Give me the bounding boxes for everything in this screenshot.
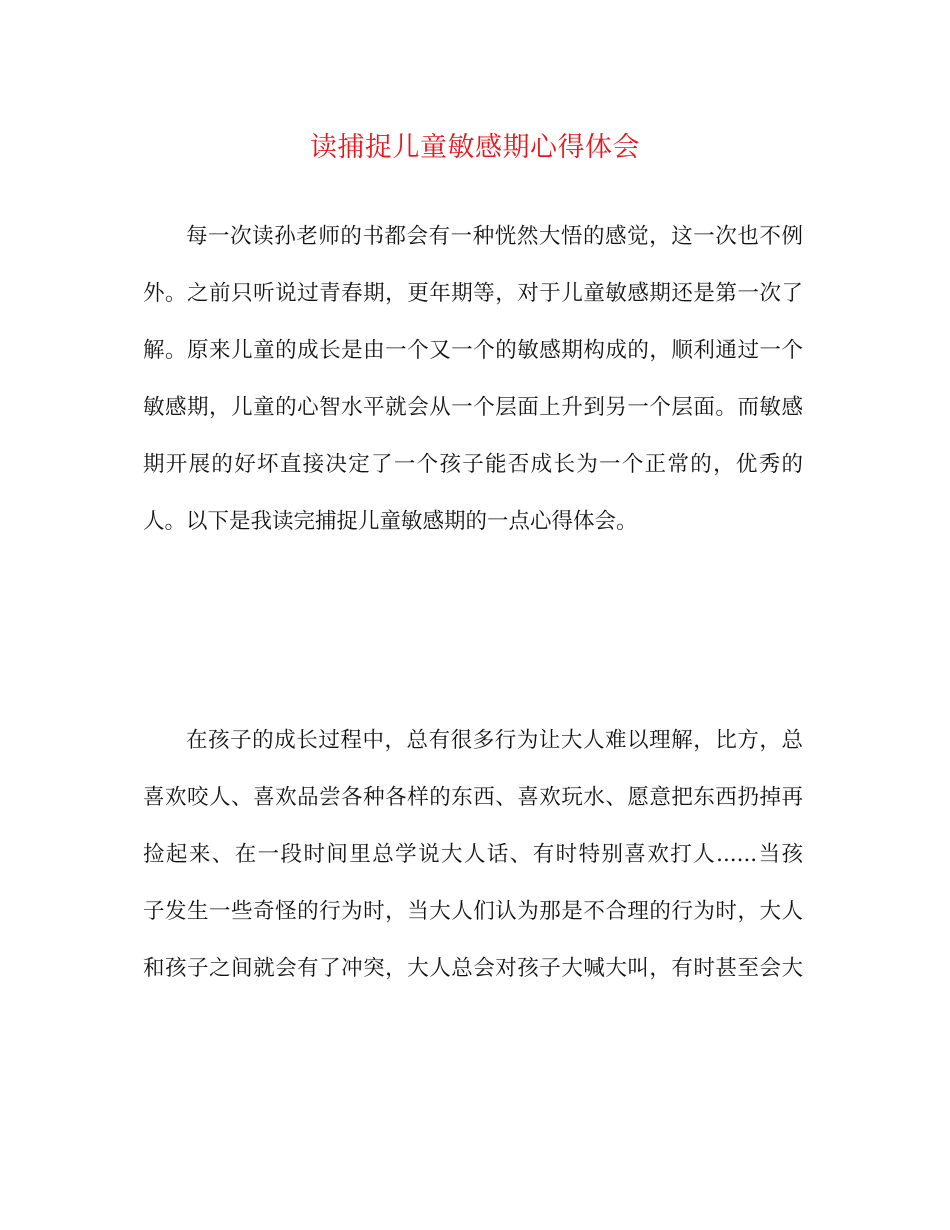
paragraph-line: 喜欢咬人、喜欢品尝各种各样的东西、喜欢玩水、愿意把东西扔掉再 [143,785,803,810]
paragraph-line: 在孩子的成长过程中，总有很多行为让大人难以理解，比方，总 [186,728,803,753]
paragraph-line: 期开展的好坏直接决定了一个孩子能否成长为一个正常的，优秀的 [143,452,803,477]
paragraph-line: 捡起来、在一段时间里总学说大人话、有时特别喜欢打人......当孩 [143,842,803,867]
paragraph-line: 解。原来儿童的成长是由一个又一个的敏感期构成的，顺利通过一个 [143,338,803,363]
paragraph-line: 敏感期，儿童的心智水平就会从一个层面上升到另一个层面。而敏感 [143,395,803,420]
paragraph-intro [143,208,803,550]
document-title: 读捕捉儿童敏感期心得体会 [310,132,640,163]
paragraph-growth [143,712,803,997]
paragraph-line: 和孩子之间就会有了冲突，大人总会对孩子大喊大叫，有时甚至会大 [143,956,803,981]
paragraph-line: 每一次读孙老师的书都会有一种恍然大悟的感觉，这一次也不例 [186,224,803,249]
paragraph-line: 子发生一些奇怪的行为时，当大人们认为那是不合理的行为时，大人 [143,899,803,924]
paragraph-line: 外。之前只听说过青春期，更年期等，对于儿童敏感期还是第一次了 [143,281,803,306]
paragraph-line: 人。以下是我读完捕捉儿童敏感期的一点心得体会。 [143,509,638,534]
